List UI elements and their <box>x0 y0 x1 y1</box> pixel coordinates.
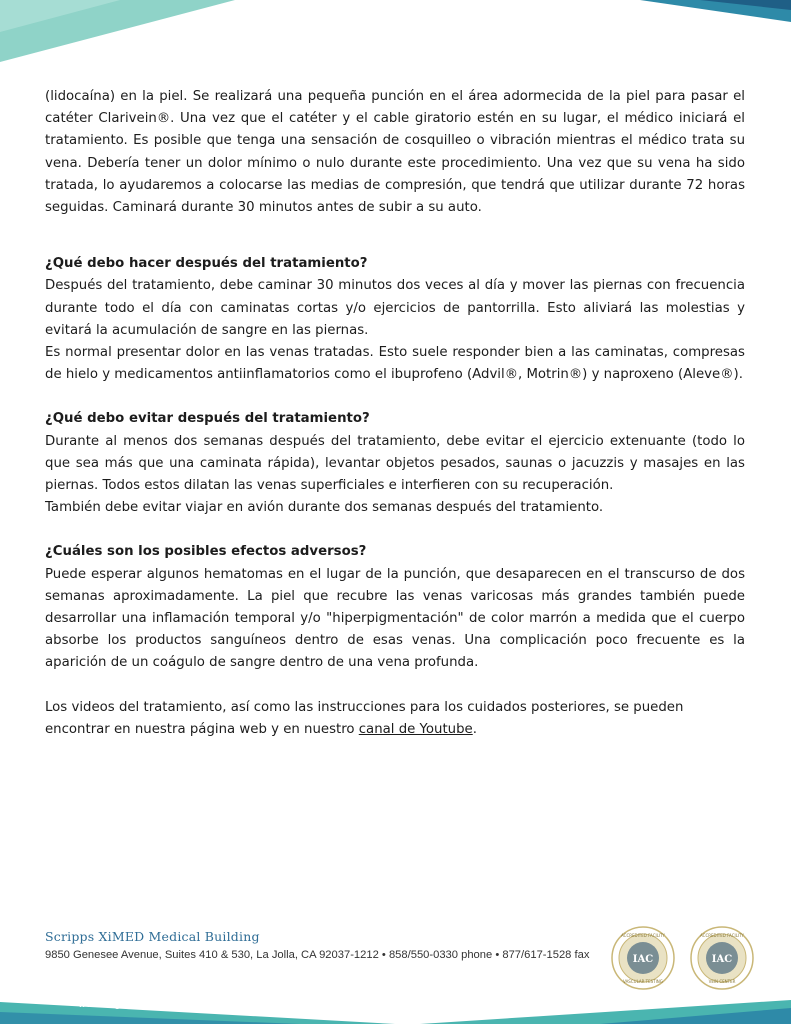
spacer <box>45 519 745 541</box>
badge-top-text: ACCREDITED FACILITY <box>620 933 666 938</box>
section-title-avoid: ¿Qué debo evitar después del tratamiento? <box>45 411 370 427</box>
footer-decoration <box>0 944 791 1024</box>
section-title-after-treatment: ¿Qué debo hacer después del tratamiento? <box>45 256 368 272</box>
section-paragraph: Puede esperar algunos hematomas en el lugar de la punción, que desaparecen en el transcurso de dos semanas aproximadamente. La piel que recubre las venas varicosas más grandes también puede desarrollar una inflamación temporal y/o "hiperpigmentación" de color marrón a medida que el cuerpo absorbe los productos sanguíneos dentro de esas venas. Una complicación poco frecuente es la aparición de un coágulo de sangre dentro de una vena profunda. <box>45 566 745 671</box>
footer-building-name: Scripps XiMED Medical Building <box>45 929 260 944</box>
spacer <box>45 219 745 253</box>
closing-period: . <box>472 721 477 737</box>
badge-bottom-text: VASCULAR TESTING <box>623 979 663 984</box>
spacer <box>45 386 745 408</box>
section-paragraph: Después del tratamiento, debe caminar 30 minutos dos veces al día y mover las piernas con frecuencia durante todo el día con caminatas cortas y/o ejercicios de pantorrilla. Esto aliviará las molestias y evitará la acumulación de sangre en las piernas. <box>45 278 745 338</box>
header-decoration <box>0 0 791 80</box>
youtube-channel-link[interactable]: canal de Youtube <box>358 721 473 737</box>
section-paragraph: Durante al menos dos semanas después del tratamiento, debe evitar el ejercicio extenuante (todo lo que sea más que una caminata rápida), levantar objetos pesados, saunas o jacuzzis y masajes en las piernas. Todos estos dilatan las venas superficiales e interfieren con su recuperación. <box>45 433 745 494</box>
closing-text: Los videos del tratamiento, así como las instrucciones para los cuidados posteriores, se pueden encontrar en nuestra página web y en nuestro <box>45 699 684 737</box>
badge-top-text: ACCREDITED FACILITY <box>699 933 745 938</box>
spacer <box>45 675 745 697</box>
badge-bottom-text: VEIN CENTER <box>708 979 736 984</box>
footer-website[interactable]: www.LaJollaVeinCare.com <box>78 999 211 1010</box>
section-paragraph: También debe evitar viajar en avión durante dos semanas después del tratamiento. <box>45 500 604 516</box>
badge-center-text: IAC <box>632 954 654 965</box>
badge-center-text: IAC <box>711 954 733 965</box>
closing-paragraph <box>45 697 745 741</box>
section-title-adverse-effects: ¿Cuáles son los posibles efectos adversos? <box>45 544 367 560</box>
section-paragraph: Es normal presentar dolor en las venas tratadas. Esto suele responder bien a las caminatas, compresas de hielo y medicamentos antiinflamatorios como el ibuprofeno (Advil®, Motrin®) y naproxeno (Aleve®). <box>45 345 745 383</box>
intro-paragraph: (lidocaína) en la piel. Se realizará una pequeña punción en el área adormecida de la piel para pasar el catéter Clarivein®. Una vez que el catéter y el cable giratorio estén en su lugar, el médico iniciará el tratamiento. Es posible que tenga una sensación de cosquilleo o vibración mientras el médico trata su vena. Debería tener un dolor mínimo o nulo durante este procedimiento. Una vez que su vena ha sido tratada, lo ayudaremos a colocarse las medias de compresión, que tendrá que utilizar durante 72 horas seguidas. Caminará durante 30 minutos antes de subir a su auto. <box>45 89 745 216</box>
footer-address: 9850 Genesee Avenue, Suites 410 & 530, La Jolla, CA 92037-1212 • 858/550-0330 phone • 877/617-1528 fax <box>45 949 590 961</box>
document-body <box>45 86 745 741</box>
